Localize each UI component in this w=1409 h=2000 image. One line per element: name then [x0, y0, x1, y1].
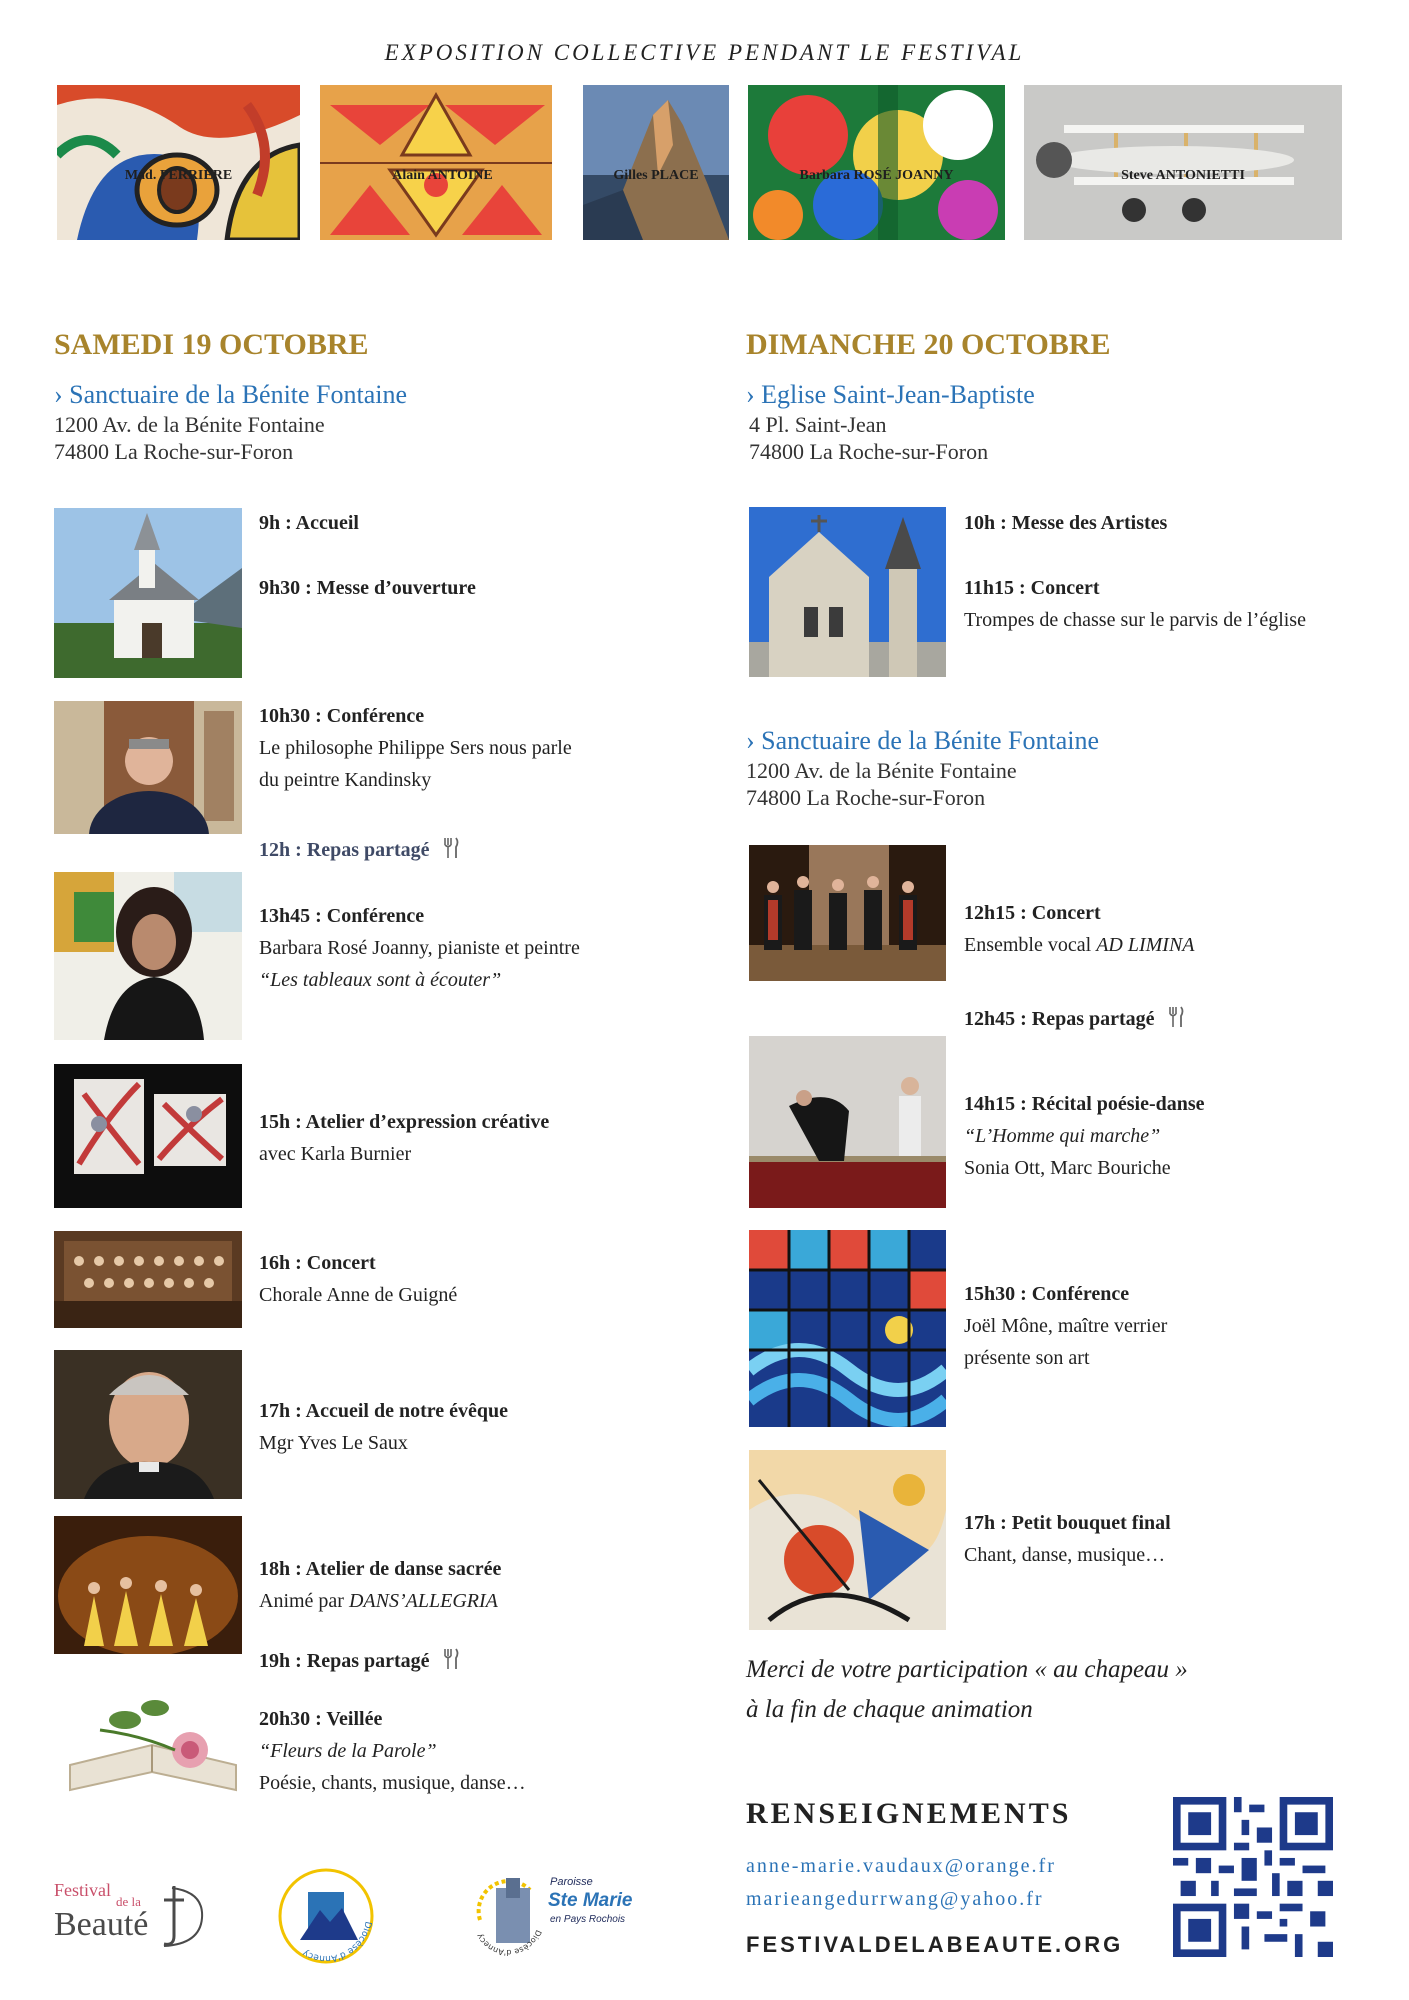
event-time: 10h30 — [259, 705, 311, 727]
church-photo — [749, 507, 946, 677]
event-repas-12h — [259, 834, 459, 866]
artwork-perriere — [57, 85, 300, 240]
artwork-antoine — [320, 85, 552, 240]
event-quote: “L’Homme qui marche” — [964, 1125, 1161, 1147]
address-line: 1200 Av. de la Bénite Fontaine — [746, 758, 1017, 783]
website-link[interactable]: FESTIVALDELABEAUTE.ORG — [746, 1932, 1124, 1957]
info-title: RENSEIGNEMENTS — [746, 1797, 1072, 1830]
artist-name: Mad. PERRIÈRE — [124, 168, 233, 183]
event-concert-chorale — [259, 1247, 457, 1311]
event-desc: Chorale Anne de Guigné — [259, 1284, 458, 1306]
event-bouquet-final — [964, 1507, 1171, 1571]
cutlery-icon — [443, 1648, 459, 1670]
poetry-dance-photo — [749, 1036, 946, 1208]
event-label: 12h45 : Repas partagé — [964, 1008, 1155, 1030]
event-title: 12h15 : Concert — [964, 902, 1101, 924]
event-concert-ad-limina — [964, 897, 1195, 961]
event-desc: avec Karla Burnier — [259, 1143, 412, 1165]
qr-code[interactable] — [1173, 1797, 1333, 1957]
event-title: 14h15 : Récital poésie-danse — [964, 1093, 1205, 1115]
paroisse-logo-name: Ste Marie — [548, 1890, 633, 1911]
event-desc: du peintre Kandinsky — [259, 769, 432, 791]
address-line: 1200 Av. de la Bénite Fontaine — [54, 412, 325, 437]
paroisse-logo — [470, 1870, 650, 1970]
diocese-logo-text: Diocèse d'Annecy — [301, 1920, 373, 1964]
participation-note — [746, 1650, 1188, 1730]
event-accueil-eveque — [259, 1395, 508, 1459]
artist-name: Barbara ROSÉ JOANNY — [799, 168, 954, 183]
event-accueil — [259, 507, 359, 539]
event-desc: Poésie, chants, musique, danse… — [259, 1772, 526, 1794]
festival-logo-word: Beauté — [54, 1906, 149, 1943]
event-title: 11h15 : Concert — [964, 577, 1100, 599]
sunday-address-sanctuaire — [746, 757, 1017, 811]
note-line: Merci de votre participation « au chapeau » — [746, 1656, 1188, 1683]
artist-name: Gilles PLACE — [613, 168, 699, 183]
event-label: : Messe d’ouverture — [300, 577, 476, 599]
artwork-place — [583, 85, 729, 240]
bishop-photo — [54, 1350, 242, 1499]
event-group: DANS’ALLEGRIA — [348, 1590, 498, 1612]
abstract-painting-photo — [749, 1450, 946, 1630]
event-desc: Trompes de chasse sur le parvis de l’église — [964, 609, 1306, 631]
event-title: 18h : Atelier de danse sacrée — [259, 1558, 502, 1580]
event-label: : Conférence — [310, 705, 425, 727]
festival-logo — [54, 1878, 214, 1950]
cutlery-icon — [1168, 1006, 1184, 1028]
event-group: AD LIMINA — [1096, 934, 1195, 956]
bible-rose-photo — [60, 1690, 246, 1810]
event-atelier-danse — [259, 1553, 501, 1617]
event-desc: Animé par — [259, 1590, 349, 1612]
event-repas-12h45 — [964, 1003, 1184, 1035]
event-desc: présente son art — [964, 1347, 1090, 1369]
event-repas-19h — [259, 1645, 459, 1677]
stained-glass-photo — [749, 1230, 946, 1427]
address-line: 74800 La Roche-sur-Foron — [746, 785, 986, 810]
diocese-logo — [270, 1860, 382, 1972]
event-time: 9h30 — [259, 577, 301, 599]
sunday-title: DIMANCHE 20 OCTOBRE — [746, 328, 1111, 361]
email-link-1[interactable]: anne-marie.vaudaux@orange.fr — [746, 1855, 1056, 1877]
saturday-venue: › Sanctuaire de la Bénite Fontaine — [54, 380, 408, 409]
festival-logo-word: Festival — [54, 1880, 111, 1900]
event-desc: Sonia Ott, Marc Bouriche — [964, 1157, 1171, 1179]
choir-photo — [54, 1231, 242, 1328]
pianist-photo — [54, 872, 242, 1040]
saturday-address — [54, 411, 325, 465]
paroisse-logo-art — [470, 1870, 546, 1970]
event-conference-mone — [964, 1278, 1167, 1374]
event-title: 20h30 : Veillée — [259, 1708, 383, 1730]
cutlery-icon — [443, 837, 459, 859]
sunday-venue-sanctuaire: › Sanctuaire de la Bénite Fontaine — [746, 726, 1100, 755]
event-time: 13h45 — [259, 905, 311, 927]
event-conference-sers — [259, 700, 572, 796]
event-desc: Barbara Rosé Joanny, pianiste et peintre — [259, 937, 580, 959]
event-quote: “Fleurs de la Parole” — [259, 1740, 437, 1762]
sunday-venue-eglise: › Eglise Saint-Jean-Baptiste — [746, 380, 1035, 409]
event-quote: “Les tableaux sont à écouter” — [259, 969, 502, 991]
event-concert-trompes — [964, 572, 1306, 636]
artist-name: Alain ANTOINE — [392, 168, 493, 183]
event-desc: Le philosophe Philippe Sers nous parle — [259, 737, 572, 759]
event-title: 17h : Petit bouquet final — [964, 1512, 1171, 1534]
event-veillee — [259, 1703, 526, 1799]
note-line: à la fin de chaque animation — [746, 1696, 1033, 1723]
email-link-2[interactable]: marieangedurrwang@yahoo.fr — [746, 1888, 1044, 1910]
event-atelier-expression — [259, 1106, 549, 1170]
event-label: 19h : Repas partagé — [259, 1650, 430, 1672]
saturday-title: SAMEDI 19 OCTOBRE — [54, 328, 369, 361]
event-label: : Conférence — [310, 905, 425, 927]
sunday-address-eglise — [749, 411, 988, 465]
dance-photo — [54, 1516, 242, 1654]
paroisse-logo-word: Paroisse — [550, 1876, 593, 1888]
chapel-photo — [54, 508, 242, 678]
event-title: 10h : Messe des Artistes — [964, 512, 1168, 534]
event-title: 15h : Atelier d’expression créative — [259, 1111, 550, 1133]
address-line: 74800 La Roche-sur-Foron — [54, 439, 294, 464]
address-line: 4 Pl. Saint-Jean — [749, 412, 887, 437]
philosopher-photo — [54, 701, 242, 834]
ensemble-photo — [749, 845, 946, 981]
event-desc: Ensemble vocal — [964, 934, 1097, 956]
artwork-rose-joanny — [748, 85, 1005, 240]
paroisse-ring-text: Diocèse d'Annecy — [474, 1928, 544, 1958]
event-messe-artistes — [964, 507, 1167, 539]
event-label: : Accueil — [280, 512, 359, 534]
event-title: 16h : Concert — [259, 1252, 376, 1274]
event-time: 9h — [259, 512, 281, 534]
artist-name: Steve ANTONIETTI — [1121, 168, 1245, 183]
artwork-antonietti — [1024, 85, 1342, 240]
paroisse-logo-word: en Pays Rochois — [550, 1914, 626, 1925]
exhibition-banner: EXPOSITION COLLECTIVE PENDANT LE FESTIVAL — [384, 40, 1025, 65]
event-conference-rose-joanny — [259, 900, 580, 996]
address-line: 74800 La Roche-sur-Foron — [749, 439, 989, 464]
event-title: 17h : Accueil de notre évêque — [259, 1400, 509, 1422]
event-title: 15h30 : Conférence — [964, 1283, 1130, 1305]
festival-logo-word: de la — [116, 1894, 141, 1909]
event-desc: Joël Mône, maître verrier — [964, 1315, 1168, 1337]
workshop-photo — [54, 1064, 242, 1208]
event-desc: Mgr Yves Le Saux — [259, 1432, 408, 1454]
event-messe-ouverture — [259, 572, 476, 604]
event-label: 12h : Repas partagé — [259, 839, 430, 861]
event-desc: Chant, danse, musique… — [964, 1544, 1166, 1566]
event-recital-poesie-danse — [964, 1088, 1205, 1184]
